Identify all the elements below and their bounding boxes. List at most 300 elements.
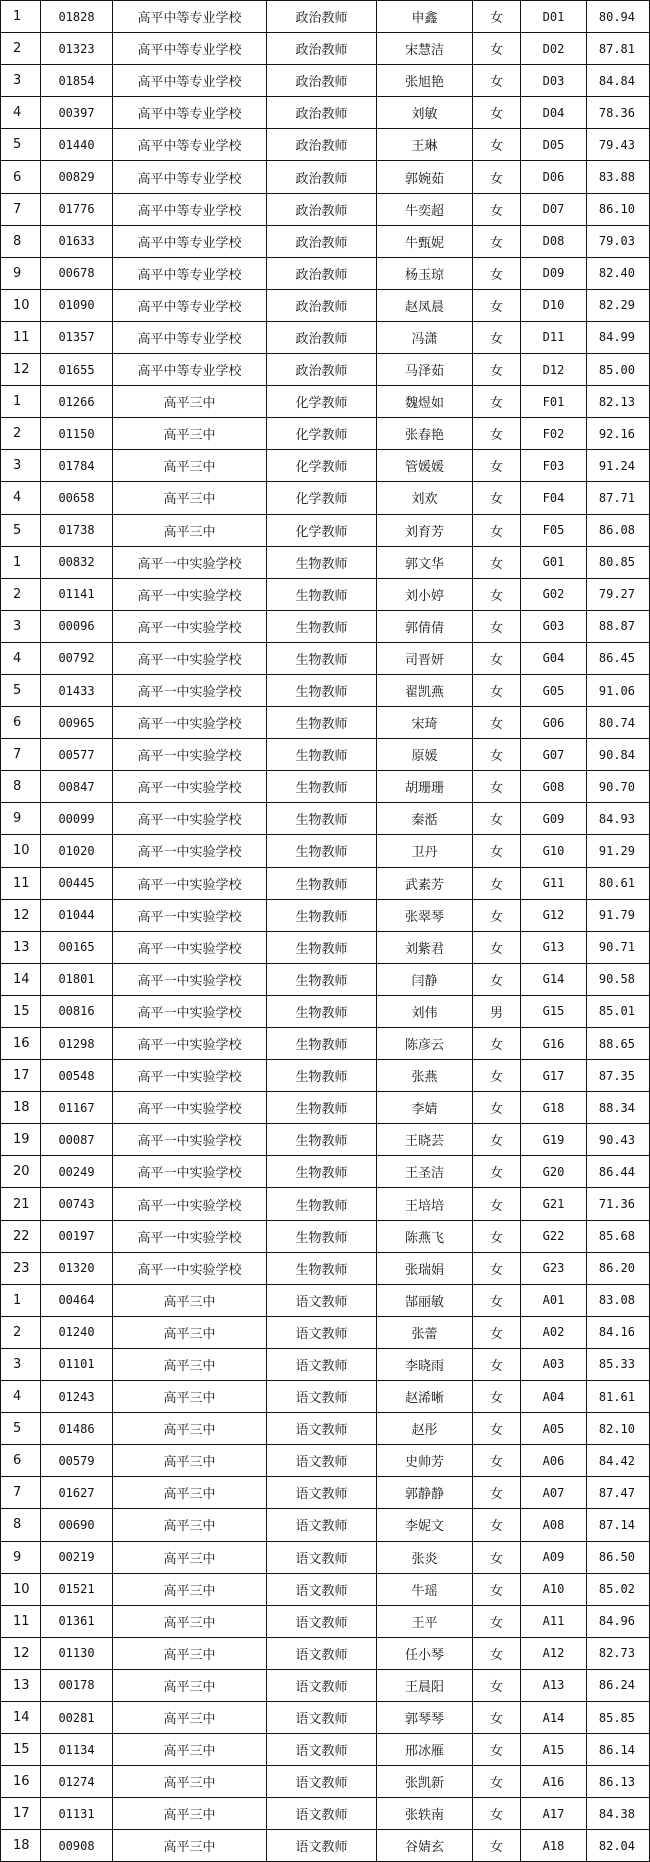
- cell-score: 84.38: [587, 1798, 650, 1830]
- cell-position: 语文教师: [267, 1573, 377, 1605]
- cell-index: 8: [1, 1509, 41, 1541]
- table-row: [1, 1252, 650, 1284]
- cell-gender: 女: [473, 642, 521, 674]
- cell-school: 高平三中: [113, 1798, 267, 1830]
- cell-position: 语文教师: [267, 1477, 377, 1509]
- cell-gender: 女: [473, 771, 521, 803]
- cell-index: 9: [1, 257, 41, 289]
- cell-index: 6: [1, 1445, 41, 1477]
- cell-gender: 女: [473, 1766, 521, 1798]
- cell-position: 政治教师: [267, 321, 377, 353]
- cell-exam-number: 00087: [41, 1124, 113, 1156]
- cell-school: 高平一中实验学校: [113, 995, 267, 1027]
- cell-score: 83.08: [587, 1284, 650, 1316]
- cell-position: 生物教师: [267, 771, 377, 803]
- cell-index: 10: [1, 289, 41, 321]
- cell-gender: 女: [473, 1252, 521, 1284]
- cell-code: G21: [521, 1188, 587, 1220]
- cell-school: 高平中等专业学校: [113, 129, 267, 161]
- cell-code: D06: [521, 161, 587, 193]
- table-row: [1, 418, 650, 450]
- cell-name: 闫静: [377, 963, 473, 995]
- cell-index: 9: [1, 803, 41, 835]
- cell-score: 79.27: [587, 578, 650, 610]
- cell-school: 高平一中实验学校: [113, 867, 267, 899]
- cell-name: 马泽茹: [377, 354, 473, 386]
- cell-index: 1: [1, 546, 41, 578]
- cell-exam-number: 00548: [41, 1060, 113, 1092]
- cell-index: 22: [1, 1220, 41, 1252]
- cell-name: 赵彤: [377, 1413, 473, 1445]
- cell-school: 高平三中: [113, 1605, 267, 1637]
- cell-gender: 女: [473, 1830, 521, 1862]
- cell-position: 语文教师: [267, 1316, 377, 1348]
- cell-index: 10: [1, 1573, 41, 1605]
- cell-position: 政治教师: [267, 129, 377, 161]
- cell-position: 生物教师: [267, 707, 377, 739]
- cell-index: 20: [1, 1156, 41, 1188]
- cell-school: 高平一中实验学校: [113, 1252, 267, 1284]
- cell-exam-number: 01776: [41, 193, 113, 225]
- cell-code: D03: [521, 65, 587, 97]
- cell-exam-number: 01828: [41, 1, 113, 33]
- cell-name: 武素芳: [377, 867, 473, 899]
- cell-gender: 女: [473, 1413, 521, 1445]
- cell-code: G18: [521, 1092, 587, 1124]
- cell-code: A01: [521, 1284, 587, 1316]
- cell-name: 翟凯燕: [377, 674, 473, 706]
- table-row: [1, 963, 650, 995]
- cell-score: 87.14: [587, 1509, 650, 1541]
- cell-position: 生物教师: [267, 1092, 377, 1124]
- cell-score: 87.81: [587, 33, 650, 65]
- cell-score: 87.71: [587, 482, 650, 514]
- cell-score: 82.04: [587, 1830, 650, 1862]
- cell-score: 87.47: [587, 1477, 650, 1509]
- cell-exam-number: 01274: [41, 1766, 113, 1798]
- cell-school: 高平三中: [113, 1734, 267, 1766]
- cell-gender: 女: [473, 1, 521, 33]
- cell-code: A15: [521, 1734, 587, 1766]
- table-row: [1, 1124, 650, 1156]
- table-row: [1, 65, 650, 97]
- cell-name: 李婧: [377, 1092, 473, 1124]
- cell-score: 86.45: [587, 642, 650, 674]
- table-row: [1, 739, 650, 771]
- cell-gender: 女: [473, 1316, 521, 1348]
- cell-exam-number: 00577: [41, 739, 113, 771]
- cell-position: 语文教师: [267, 1669, 377, 1701]
- cell-code: A07: [521, 1477, 587, 1509]
- cell-position: 语文教师: [267, 1830, 377, 1862]
- cell-name: 郜丽敏: [377, 1284, 473, 1316]
- cell-exam-number: 01320: [41, 1252, 113, 1284]
- cell-code: F01: [521, 386, 587, 418]
- cell-code: A09: [521, 1541, 587, 1573]
- cell-score: 86.44: [587, 1156, 650, 1188]
- cell-exam-number: 01361: [41, 1605, 113, 1637]
- cell-name: 邢冰雁: [377, 1734, 473, 1766]
- cell-position: 化学教师: [267, 418, 377, 450]
- cell-code: A03: [521, 1348, 587, 1380]
- cell-code: D11: [521, 321, 587, 353]
- cell-code: G08: [521, 771, 587, 803]
- cell-index: 17: [1, 1798, 41, 1830]
- cell-code: A13: [521, 1669, 587, 1701]
- cell-position: 生物教师: [267, 1252, 377, 1284]
- cell-index: 4: [1, 482, 41, 514]
- cell-position: 生物教师: [267, 1060, 377, 1092]
- cell-position: 政治教师: [267, 354, 377, 386]
- cell-code: G12: [521, 899, 587, 931]
- table-row: [1, 161, 650, 193]
- table-row: [1, 1028, 650, 1060]
- cell-school: 高平一中实验学校: [113, 546, 267, 578]
- cell-code: A17: [521, 1798, 587, 1830]
- cell-gender: 女: [473, 1734, 521, 1766]
- cell-name: 申鑫: [377, 1, 473, 33]
- cell-index: 2: [1, 418, 41, 450]
- cell-school: 高平三中: [113, 482, 267, 514]
- cell-position: 生物教师: [267, 739, 377, 771]
- cell-exam-number: 00743: [41, 1188, 113, 1220]
- cell-name: 郭文华: [377, 546, 473, 578]
- cell-name: 郭琴琴: [377, 1701, 473, 1733]
- cell-exam-number: 01357: [41, 321, 113, 353]
- cell-name: 谷婧玄: [377, 1830, 473, 1862]
- table-row: [1, 33, 650, 65]
- cell-name: 管媛媛: [377, 450, 473, 482]
- cell-exam-number: 00197: [41, 1220, 113, 1252]
- cell-index: 5: [1, 514, 41, 546]
- cell-exam-number: 00829: [41, 161, 113, 193]
- cell-exam-number: 00165: [41, 931, 113, 963]
- cell-index: 12: [1, 899, 41, 931]
- cell-exam-number: 01433: [41, 674, 113, 706]
- cell-exam-number: 01440: [41, 129, 113, 161]
- cell-position: 生物教师: [267, 1028, 377, 1060]
- table-row: [1, 1445, 650, 1477]
- cell-index: 18: [1, 1092, 41, 1124]
- cell-name: 宋琦: [377, 707, 473, 739]
- table-row: [1, 482, 650, 514]
- cell-code: D01: [521, 1, 587, 33]
- cell-index: 7: [1, 193, 41, 225]
- cell-gender: 女: [473, 65, 521, 97]
- cell-position: 语文教师: [267, 1798, 377, 1830]
- cell-code: G16: [521, 1028, 587, 1060]
- cell-score: 85.85: [587, 1701, 650, 1733]
- cell-score: 87.35: [587, 1060, 650, 1092]
- cell-position: 语文教师: [267, 1605, 377, 1637]
- table-row: [1, 707, 650, 739]
- cell-school: 高平一中实验学校: [113, 899, 267, 931]
- cell-name: 卫丹: [377, 835, 473, 867]
- cell-code: A11: [521, 1605, 587, 1637]
- cell-exam-number: 01486: [41, 1413, 113, 1445]
- cell-name: 牛奕超: [377, 193, 473, 225]
- cell-school: 高平一中实验学校: [113, 1124, 267, 1156]
- cell-score: 86.10: [587, 193, 650, 225]
- cell-gender: 女: [473, 739, 521, 771]
- cell-code: D07: [521, 193, 587, 225]
- cell-score: 79.43: [587, 129, 650, 161]
- cell-score: 78.36: [587, 97, 650, 129]
- cell-gender: 女: [473, 514, 521, 546]
- cell-school: 高平中等专业学校: [113, 1, 267, 33]
- cell-position: 生物教师: [267, 835, 377, 867]
- cell-code: F05: [521, 514, 587, 546]
- cell-gender: 男: [473, 995, 521, 1027]
- cell-code: A10: [521, 1573, 587, 1605]
- cell-index: 3: [1, 450, 41, 482]
- cell-school: 高平中等专业学校: [113, 97, 267, 129]
- cell-gender: 女: [473, 867, 521, 899]
- cell-gender: 女: [473, 835, 521, 867]
- cell-position: 生物教师: [267, 1220, 377, 1252]
- cell-index: 2: [1, 1316, 41, 1348]
- cell-name: 刘紫君: [377, 931, 473, 963]
- cell-exam-number: 01633: [41, 225, 113, 257]
- table-row: [1, 1701, 650, 1733]
- table-row: [1, 1766, 650, 1798]
- cell-school: 高平一中实验学校: [113, 771, 267, 803]
- cell-code: G10: [521, 835, 587, 867]
- cell-score: 80.61: [587, 867, 650, 899]
- cell-code: D08: [521, 225, 587, 257]
- cell-exam-number: 01141: [41, 578, 113, 610]
- cell-score: 81.61: [587, 1381, 650, 1413]
- cell-school: 高平一中实验学校: [113, 1156, 267, 1188]
- cell-exam-number: 00464: [41, 1284, 113, 1316]
- cell-score: 80.94: [587, 1, 650, 33]
- cell-gender: 女: [473, 354, 521, 386]
- cell-code: F04: [521, 482, 587, 514]
- cell-gender: 女: [473, 1541, 521, 1573]
- cell-code: A16: [521, 1766, 587, 1798]
- cell-school: 高平一中实验学校: [113, 963, 267, 995]
- cell-index: 1: [1, 1284, 41, 1316]
- cell-gender: 女: [473, 257, 521, 289]
- cell-exam-number: 01167: [41, 1092, 113, 1124]
- cell-position: 化学教师: [267, 450, 377, 482]
- cell-gender: 女: [473, 97, 521, 129]
- table-row: [1, 1220, 650, 1252]
- cell-exam-number: 01521: [41, 1573, 113, 1605]
- cell-score: 85.01: [587, 995, 650, 1027]
- table-row: [1, 1348, 650, 1380]
- cell-exam-number: 01627: [41, 1477, 113, 1509]
- cell-exam-number: 01134: [41, 1734, 113, 1766]
- cell-exam-number: 00908: [41, 1830, 113, 1862]
- cell-gender: 女: [473, 1188, 521, 1220]
- cell-score: 82.29: [587, 289, 650, 321]
- cell-position: 语文教师: [267, 1637, 377, 1669]
- cell-index: 8: [1, 225, 41, 257]
- table-row: [1, 1798, 650, 1830]
- cell-code: A04: [521, 1381, 587, 1413]
- cell-school: 高平三中: [113, 1637, 267, 1669]
- cell-exam-number: 01044: [41, 899, 113, 931]
- cell-name: 李妮文: [377, 1509, 473, 1541]
- cell-gender: 女: [473, 418, 521, 450]
- cell-name: 任小琴: [377, 1637, 473, 1669]
- cell-score: 84.93: [587, 803, 650, 835]
- cell-code: G03: [521, 610, 587, 642]
- cell-score: 90.70: [587, 771, 650, 803]
- cell-gender: 女: [473, 803, 521, 835]
- cell-position: 语文教师: [267, 1284, 377, 1316]
- cell-code: A08: [521, 1509, 587, 1541]
- cell-gender: 女: [473, 33, 521, 65]
- table-row: [1, 1316, 650, 1348]
- cell-position: 政治教师: [267, 257, 377, 289]
- cell-gender: 女: [473, 129, 521, 161]
- cell-position: 政治教师: [267, 289, 377, 321]
- cell-score: 86.08: [587, 514, 650, 546]
- table-row: [1, 1381, 650, 1413]
- cell-name: 张翠琴: [377, 899, 473, 931]
- cell-position: 语文教师: [267, 1701, 377, 1733]
- cell-exam-number: 01130: [41, 1637, 113, 1669]
- cell-gender: 女: [473, 1060, 521, 1092]
- cell-gender: 女: [473, 1220, 521, 1252]
- table-row: [1, 1156, 650, 1188]
- cell-name: 张炎: [377, 1541, 473, 1573]
- cell-code: G15: [521, 995, 587, 1027]
- cell-exam-number: 01784: [41, 450, 113, 482]
- cell-code: G17: [521, 1060, 587, 1092]
- table-row: [1, 514, 650, 546]
- cell-score: 80.74: [587, 707, 650, 739]
- cell-position: 化学教师: [267, 514, 377, 546]
- cell-name: 赵浠晰: [377, 1381, 473, 1413]
- cell-name: 王琳: [377, 129, 473, 161]
- cell-exam-number: 01801: [41, 963, 113, 995]
- cell-school: 高平中等专业学校: [113, 65, 267, 97]
- cell-score: 91.06: [587, 674, 650, 706]
- cell-index: 16: [1, 1028, 41, 1060]
- cell-score: 90.71: [587, 931, 650, 963]
- cell-gender: 女: [473, 1348, 521, 1380]
- cell-exam-number: 00096: [41, 610, 113, 642]
- cell-code: A18: [521, 1830, 587, 1862]
- cell-code: G22: [521, 1220, 587, 1252]
- cell-code: G04: [521, 642, 587, 674]
- cell-position: 政治教师: [267, 65, 377, 97]
- table-row: [1, 546, 650, 578]
- cell-gender: 女: [473, 1669, 521, 1701]
- cell-school: 高平三中: [113, 514, 267, 546]
- table-row: [1, 1477, 650, 1509]
- cell-school: 高平三中: [113, 1381, 267, 1413]
- cell-gender: 女: [473, 386, 521, 418]
- cell-name: 张瑞娟: [377, 1252, 473, 1284]
- cell-name: 张春艳: [377, 418, 473, 450]
- cell-exam-number: 01243: [41, 1381, 113, 1413]
- table-row: [1, 193, 650, 225]
- cell-gender: 女: [473, 1605, 521, 1637]
- cell-name: 陈燕飞: [377, 1220, 473, 1252]
- cell-position: 生物教师: [267, 899, 377, 931]
- cell-code: G20: [521, 1156, 587, 1188]
- cell-gender: 女: [473, 707, 521, 739]
- cell-school: 高平三中: [113, 450, 267, 482]
- cell-code: A02: [521, 1316, 587, 1348]
- cell-gender: 女: [473, 1701, 521, 1733]
- cell-gender: 女: [473, 963, 521, 995]
- cell-exam-number: 00281: [41, 1701, 113, 1733]
- cell-school: 高平一中实验学校: [113, 835, 267, 867]
- table-row: [1, 835, 650, 867]
- cell-index: 4: [1, 1381, 41, 1413]
- cell-index: 21: [1, 1188, 41, 1220]
- cell-index: 17: [1, 1060, 41, 1092]
- cell-code: D09: [521, 257, 587, 289]
- cell-score: 90.84: [587, 739, 650, 771]
- cell-index: 6: [1, 161, 41, 193]
- cell-index: 4: [1, 97, 41, 129]
- cell-school: 高平三中: [113, 386, 267, 418]
- cell-name: 张蕾: [377, 1316, 473, 1348]
- cell-position: 生物教师: [267, 995, 377, 1027]
- cell-index: 11: [1, 321, 41, 353]
- cell-code: F03: [521, 450, 587, 482]
- cell-school: 高平三中: [113, 1316, 267, 1348]
- cell-school: 高平三中: [113, 1766, 267, 1798]
- cell-position: 语文教师: [267, 1509, 377, 1541]
- cell-gender: 女: [473, 161, 521, 193]
- table-row: [1, 867, 650, 899]
- cell-index: 11: [1, 1605, 41, 1637]
- table-row: [1, 899, 650, 931]
- cell-name: 李晓雨: [377, 1348, 473, 1380]
- cell-name: 司晋妍: [377, 642, 473, 674]
- cell-index: 13: [1, 1669, 41, 1701]
- cell-score: 82.10: [587, 1413, 650, 1445]
- table-row: [1, 803, 650, 835]
- cell-index: 1: [1, 386, 41, 418]
- cell-index: 18: [1, 1830, 41, 1862]
- cell-position: 语文教师: [267, 1445, 377, 1477]
- cell-gender: 女: [473, 546, 521, 578]
- cell-code: G02: [521, 578, 587, 610]
- cell-position: 政治教师: [267, 225, 377, 257]
- cell-code: G09: [521, 803, 587, 835]
- cell-exam-number: 00219: [41, 1541, 113, 1573]
- cell-position: 语文教师: [267, 1541, 377, 1573]
- cell-score: 85.00: [587, 354, 650, 386]
- cell-gender: 女: [473, 1573, 521, 1605]
- cell-code: G13: [521, 931, 587, 963]
- cell-school: 高平三中: [113, 1509, 267, 1541]
- table-row: [1, 1284, 650, 1316]
- cell-exam-number: 00445: [41, 867, 113, 899]
- cell-school: 高平一中实验学校: [113, 674, 267, 706]
- cell-code: A06: [521, 1445, 587, 1477]
- table-row: [1, 1, 650, 33]
- cell-index: 23: [1, 1252, 41, 1284]
- cell-index: 9: [1, 1541, 41, 1573]
- cell-index: 15: [1, 1734, 41, 1766]
- cell-exam-number: 01240: [41, 1316, 113, 1348]
- cell-code: D02: [521, 33, 587, 65]
- cell-exam-number: 00965: [41, 707, 113, 739]
- cell-index: 5: [1, 129, 41, 161]
- cell-code: D12: [521, 354, 587, 386]
- cell-score: 88.65: [587, 1028, 650, 1060]
- cell-code: G14: [521, 963, 587, 995]
